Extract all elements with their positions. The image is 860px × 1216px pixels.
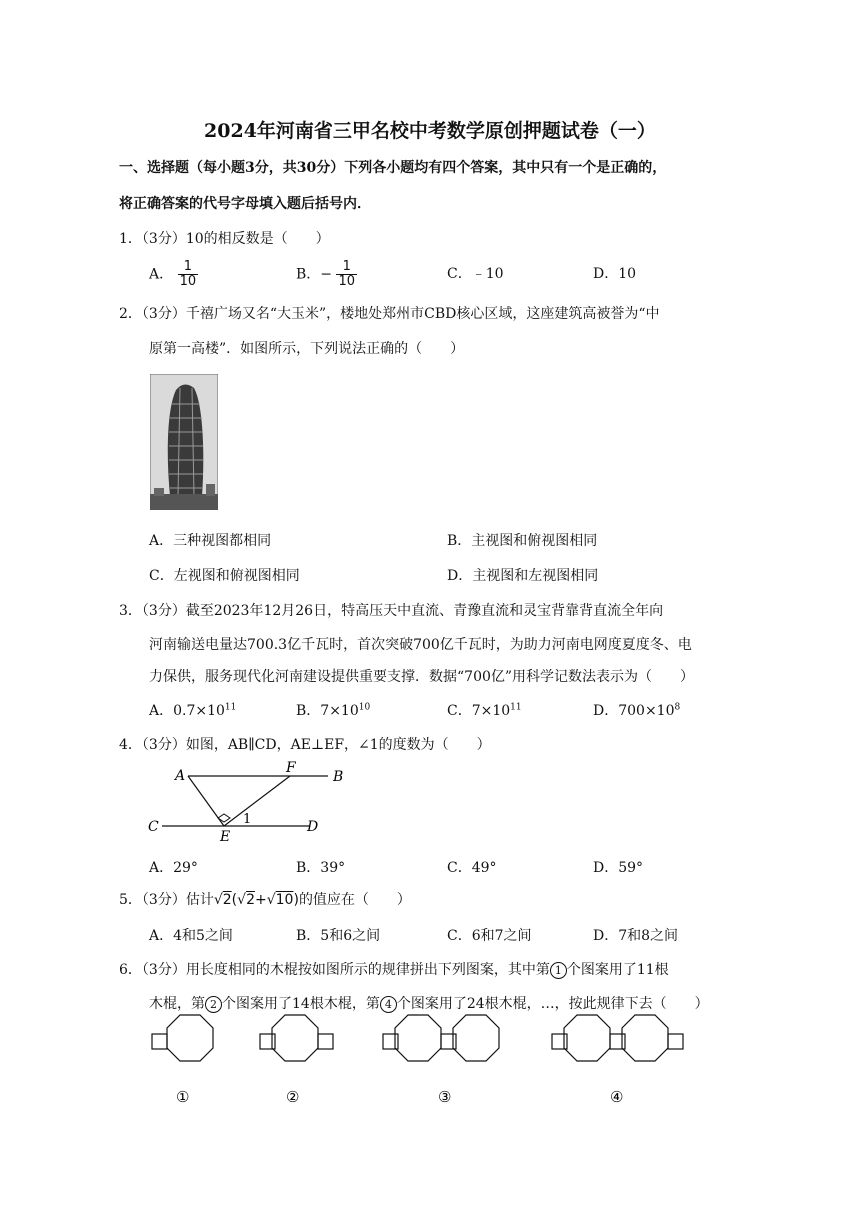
pattern-caption-1: ①: [176, 1088, 190, 1106]
point-label-e: E: [220, 829, 231, 845]
pattern-caption-4: ④: [610, 1088, 624, 1106]
q2-option-c: C．左视图和俯视图相同: [149, 568, 300, 584]
q4-option-a: A．29°: [149, 860, 198, 876]
q1-stem: 1．（3分）10的相反数是（ ）: [119, 231, 330, 247]
q4-option-c: C．49°: [447, 860, 497, 876]
q3-line2: 河南输送电量达700.3亿千瓦时，首次突破700亿千瓦时，为助力河南电网度夏度冬、电: [149, 637, 692, 653]
q4-option-b: B．39°: [296, 860, 346, 876]
q2-line2: 原第一高楼”．如图所示，下列说法正确的（ ）: [149, 341, 465, 357]
pattern-caption-2: ②: [286, 1088, 300, 1106]
q1-option-c: C．﹣10: [447, 266, 504, 282]
q4-option-d: D．59°: [593, 860, 644, 876]
q4-stem: 4．（3分）如图，AB∥CD，AE⊥EF，∠1的度数为（ ）: [119, 737, 491, 753]
point-label-d: D: [307, 819, 319, 835]
q3-line1: 3．（3分）截至2023年12月26日，特高压天中直流、青豫直流和灵宝背靠背直流全年向: [119, 603, 664, 619]
q5-stem: 5．（3分）估计√2(√2+√10)的值应在（ ）: [119, 892, 411, 908]
q1-option-d: D．10: [593, 266, 637, 282]
q1-option-b-label: B．: [296, 266, 321, 283]
q2-option-a: A．三种视图都相同: [149, 533, 272, 549]
q2-line1: 2．（3分）千禧广场又名“大玉米”，楼地处郑州市CBD核心区域，这座建筑高被誉为“中: [119, 306, 660, 322]
point-label-b: B: [333, 769, 344, 785]
q5-option-b: B．5和6之间: [296, 928, 381, 944]
point-label-c: C: [148, 819, 159, 835]
section-instruction-line2: 将正确答案的代号字母填入题后括号内．: [119, 196, 371, 212]
q5-option-a: A．4和5之间: [149, 928, 233, 944]
circled-number-1: 1: [550, 962, 567, 979]
pattern-caption-3: ③: [438, 1088, 452, 1106]
q1-option-a-fraction: $\frac{1}{10}$: [179, 259, 197, 289]
point-label-a: A: [175, 768, 186, 784]
page-title: 2024年河南省三甲名校中考数学原创押题试卷（一）: [204, 120, 656, 142]
building-photo: [150, 374, 218, 510]
point-label-f: F: [286, 760, 296, 776]
sqrt-expression: √2(√2+√10): [213, 892, 299, 908]
q5-option-d: D．7和8之间: [593, 928, 679, 944]
q3-option-d: D．$700\times 10^8$: [593, 702, 681, 719]
q2-option-d: D．主视图和左视图相同: [447, 568, 599, 584]
q1-option-b-sign: −: [320, 266, 333, 283]
circled-number-4: 4: [380, 996, 397, 1013]
circled-number-2: 2: [205, 996, 222, 1013]
q6-line1: 6．（3分）用长度相同的木棍按如图所示的规律拼出下列图案，其中第 1 个图案用了11根: [119, 962, 669, 978]
angle-label-1: 1: [243, 812, 252, 827]
q3-option-b: B．$7\times 10^{10}$: [296, 702, 371, 719]
q3-option-c: C．$7\times 10^{11}$: [447, 702, 522, 719]
q1-option-a-label: A．: [149, 266, 174, 283]
q6-line2: 木棍，第 2 个图案用了14根木棍，第 4 个图案用了24根木棍，…，按此规律下去（ ）: [149, 996, 709, 1012]
q2-option-b: B．主视图和俯视图相同: [447, 533, 598, 549]
q3-line3: 力保供，服务现代化河南建设提供重要支撑．数据“700亿”用科学记数法表示为（ ）: [149, 669, 695, 685]
stick-patterns-figure: [140, 1014, 700, 1114]
q1-option-b-fraction: $\frac{1}{10}$: [338, 259, 356, 289]
section-instruction-line1: 一、选择题（每小题3分，共30分）下列各小题均有四个答案，其中只有一个是正确的，: [119, 160, 667, 176]
q3-option-a: A．$0.7\times 10^{11}$: [149, 702, 237, 719]
parallel-lines-figure: [140, 758, 360, 848]
q5-option-c: C．6和7之间: [447, 928, 532, 944]
q1-option-b: [296, 260, 357, 289]
q1-option-a: [149, 260, 198, 289]
